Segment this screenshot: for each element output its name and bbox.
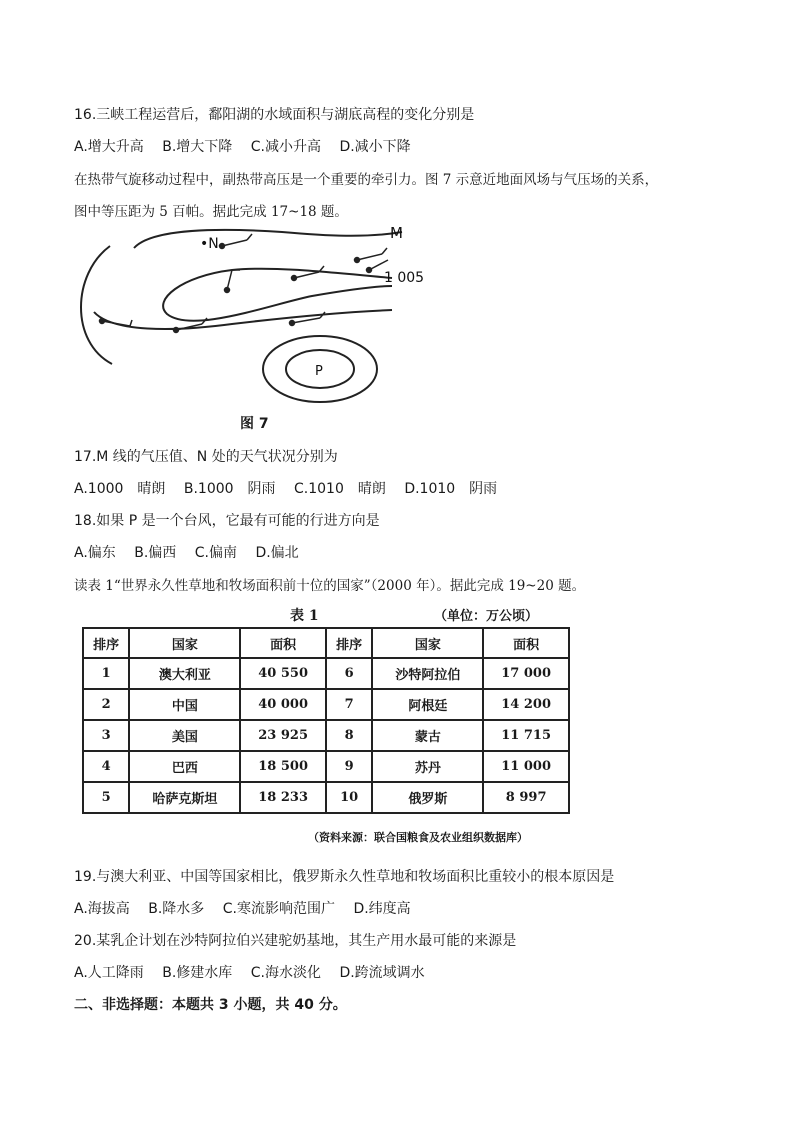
table-cell: 18 233 <box>240 782 326 813</box>
header-country-2: 国家 <box>372 628 483 658</box>
table-cell: 美国 <box>129 720 240 751</box>
table-cell: 蒙古 <box>372 720 483 751</box>
table-cell: 17 000 <box>483 658 569 689</box>
wind-barb-1 <box>220 234 253 249</box>
q16-option-b: B.增大下降 <box>162 139 233 155</box>
table-cell: 5 <box>83 782 129 813</box>
table-cell: 40 550 <box>240 658 326 689</box>
intro-17-18-line1: 在热带气旋移动过程中，副热带高压是一个重要的牵引力。图 7 示意近地面风场与气压场的关系， <box>74 172 659 188</box>
q16-option-d: D.减小下降 <box>339 139 411 155</box>
intro-19-20: 读表 1“世界永久性草地和牧场面积前十位的国家”（2000 年）。据此完成 19~20 题。 <box>74 578 586 594</box>
table-cell: 苏丹 <box>372 751 483 782</box>
table-cell: 阿根廷 <box>372 689 483 720</box>
table-cell: 3 <box>83 720 129 751</box>
label-m: M <box>390 224 403 242</box>
isobar-1005 <box>163 269 392 321</box>
table-cell: 9 <box>326 751 372 782</box>
figure-7-isobar-map <box>72 224 432 434</box>
wind-barb-6 <box>100 319 133 327</box>
q17-option-c: C.1010 晴朗 <box>294 481 386 497</box>
table-cell: 7 <box>326 689 372 720</box>
q19-option-d: D.纬度高 <box>353 901 411 917</box>
q16-option-c: C.减小升高 <box>250 139 321 155</box>
q16-option-a: A.增大升高 <box>74 139 144 155</box>
table-row <box>83 720 569 751</box>
table-1 <box>82 627 570 814</box>
section-2-heading: 二、非选择题：本题共 3 小题，共 40 分。 <box>74 997 347 1013</box>
q17-option-d: D.1010 阴雨 <box>404 481 498 497</box>
q20-options <box>74 962 439 982</box>
q18-option-c: C.偏南 <box>194 545 237 561</box>
table-cell: 1 <box>83 658 129 689</box>
table-cell: 6 <box>326 658 372 689</box>
q19-stem: 19.与澳大利亚、中国等国家相比，俄罗斯永久性草地和牧场面积比重较小的根本原因是 <box>74 869 615 885</box>
q18-option-a: A.偏东 <box>74 545 116 561</box>
table-row <box>83 751 569 782</box>
q18-option-d: D.偏北 <box>255 545 299 561</box>
intro-17-18-line2: 图中等压距为 5 百帕。据此完成 17~18 题。 <box>74 204 348 220</box>
q17-options <box>74 478 511 498</box>
label-n: •N <box>200 236 219 252</box>
wind-barb-4 <box>292 266 325 281</box>
q20-option-d: D.跨流域调水 <box>339 965 425 981</box>
header-country-1: 国家 <box>129 628 240 658</box>
q20-stem: 20.某乳企计划在沙特阿拉伯兴建驼奶基地，其生产用水最可能的来源是 <box>74 933 517 949</box>
q20-option-b: B.修建水库 <box>162 965 233 981</box>
table-cell: 40 000 <box>240 689 326 720</box>
table-cell: 中国 <box>129 689 240 720</box>
q19-option-a: A.海拔高 <box>74 901 130 917</box>
table-cell: 8 997 <box>483 782 569 813</box>
table-cell: 哈萨克斯坦 <box>129 782 240 813</box>
wind-barb-3 <box>225 270 241 293</box>
wind-barb-2 <box>355 248 388 263</box>
q20-option-c: C.海水淡化 <box>250 965 321 981</box>
table-cell: 俄罗斯 <box>372 782 483 813</box>
table-row <box>83 658 569 689</box>
table-cell: 23 925 <box>240 720 326 751</box>
q16-options <box>74 136 425 156</box>
table-cell: 2 <box>83 689 129 720</box>
table-cell: 11 715 <box>483 720 569 751</box>
q18-options <box>74 542 313 562</box>
q18-option-b: B.偏西 <box>134 545 177 561</box>
header-rank-1: 排序 <box>83 628 129 658</box>
table-cell: 4 <box>83 751 129 782</box>
q16-stem: 16.三峡工程运营后，鄱阳湖的水域面积与湖底高程的变化分别是 <box>74 107 475 123</box>
q19-option-b: B.降水多 <box>148 901 205 917</box>
table-cell: 8 <box>326 720 372 751</box>
table-1-unit: （单位：万公顷） <box>434 609 539 624</box>
q17-stem: 17.M 线的气压值、N 处的天气状况分别为 <box>74 449 338 465</box>
table-cell: 11 000 <box>483 751 569 782</box>
q18-stem: 18.如果 P 是一个台风，它最有可能的行进方向是 <box>74 513 380 529</box>
table-1-source: （资料来源：联合国粮食及农业组织数据库） <box>308 831 528 844</box>
q19-option-c: C.寒流影响范围广 <box>222 901 335 917</box>
figure-7-caption: 图 7 <box>240 416 269 432</box>
q17-option-b: B.1000 阴雨 <box>183 481 276 497</box>
header-rank-2: 排序 <box>326 628 372 658</box>
header-area-1: 面积 <box>240 628 326 658</box>
table-1-title: 表 1 <box>290 608 319 624</box>
header-area-2: 面积 <box>483 628 569 658</box>
table-cell: 巴西 <box>129 751 240 782</box>
isobar-outer-left <box>81 246 112 364</box>
table-cell: 10 <box>326 782 372 813</box>
q20-option-a: A.人工降雨 <box>74 965 144 981</box>
table-cell: 沙特阿拉伯 <box>372 658 483 689</box>
q19-options <box>74 898 425 918</box>
q17-option-a: A.1000 晴朗 <box>74 481 166 497</box>
table-cell: 18 500 <box>240 751 326 782</box>
table-cell: 14 200 <box>483 689 569 720</box>
table-cell: 澳大利亚 <box>129 658 240 689</box>
table-row <box>83 689 569 720</box>
label-1005: 1 005 <box>384 270 425 286</box>
table-header-row <box>83 628 569 658</box>
label-p: P <box>315 364 323 379</box>
isobar-m <box>134 230 402 248</box>
table-row <box>83 782 569 813</box>
